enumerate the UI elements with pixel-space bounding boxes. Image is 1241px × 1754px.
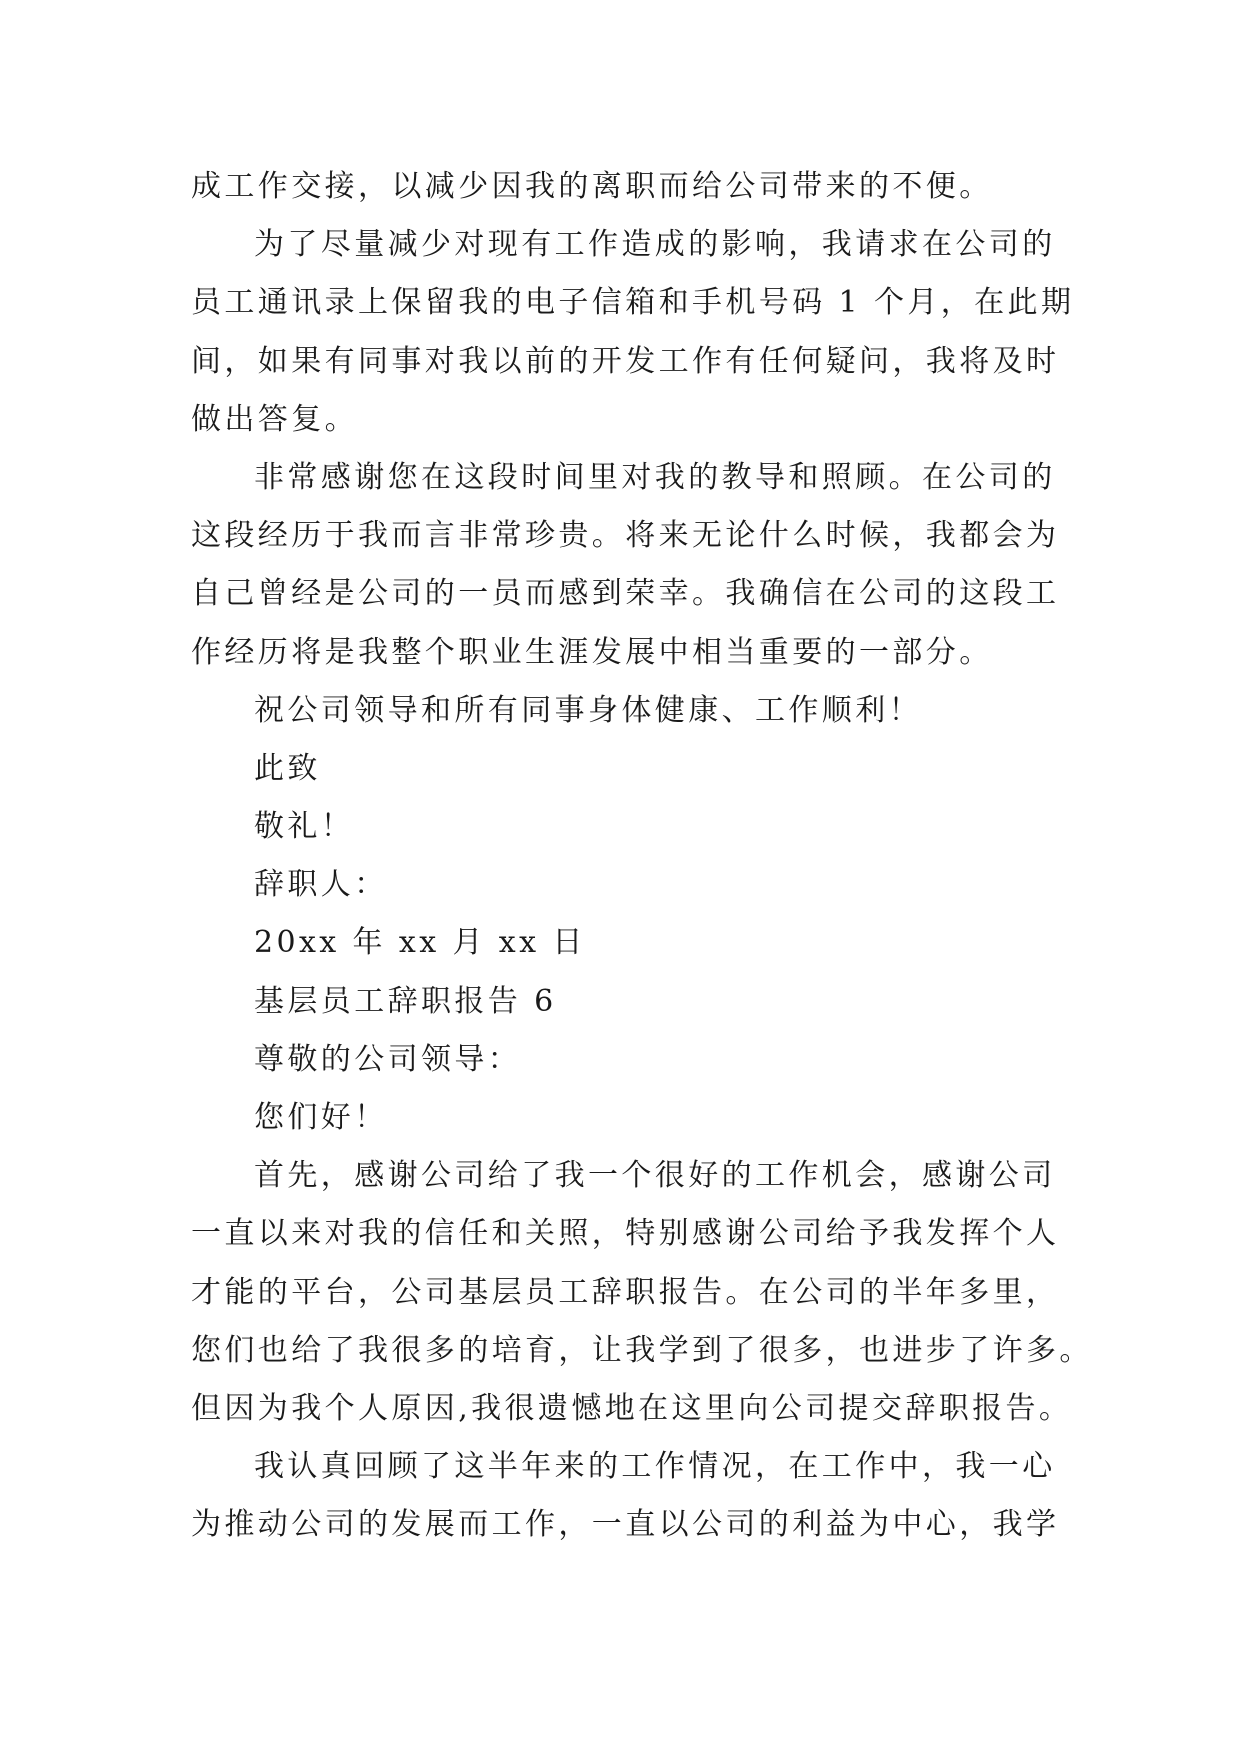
text-line: 才能的平台，公司基层员工辞职报告。在公司的半年多里， [191, 1274, 1060, 1310]
text-line: 我认真回顾了这半年来的工作情况，在工作中，我一心 [254, 1449, 1056, 1485]
text-line: 此致 [254, 750, 321, 786]
text-line: 20xx 年 xx 月 xx 日 [254, 925, 586, 961]
text-line: 员工通讯录上保留我的电子信箱和手机号码 1 个月，在此期 [191, 285, 1075, 321]
text-line: 首先，感谢公司给了我一个很好的工作机会，感谢公司 [254, 1158, 1056, 1194]
text-line: 做出答复。 [191, 401, 358, 437]
text-line: 尊敬的公司领导： [254, 1041, 522, 1077]
document-body [191, 158, 1093, 1555]
text-line: 自己曾经是公司的一员而感到荣幸。我确信在公司的这段工 [191, 576, 1060, 612]
text-line: 一直以来对我的信任和关照，特别感谢公司给予我发挥个人 [191, 1216, 1060, 1252]
text-line: 敬礼！ [254, 809, 355, 845]
text-line: 祝公司领导和所有同事身体健康、工作顺利！ [254, 692, 922, 728]
text-line: 为推动公司的发展而工作，一直以公司的利益为中心，我学 [191, 1507, 1060, 1543]
text-line: 间，如果有同事对我以前的开发工作有任何疑问，我将及时 [191, 343, 1060, 379]
text-line: 您们也给了我很多的培育，让我学到了很多，也进步了许多。 [191, 1332, 1093, 1368]
text-line: 为了尽量减少对现有工作造成的影响，我请求在公司的 [254, 227, 1056, 263]
text-line: 您们好！ [254, 1100, 388, 1135]
text-line: 作经历将是我整个职业生涯发展中相当重要的一部分。 [191, 634, 993, 670]
text-line: 基层员工辞职报告 6 [254, 983, 557, 1019]
text-line: 成工作交接，以减少因我的离职而给公司带来的不便。 [191, 169, 993, 204]
text-line: 这段经历于我而言非常珍贵。将来无论什么时候，我都会为 [191, 518, 1060, 554]
text-line: 但因为我个人原因,我很遗憾地在这里向公司提交辞职报告。 [191, 1390, 1073, 1426]
text-line: 辞职人： [254, 867, 388, 903]
text-line: 非常感谢您在这段时间里对我的教导和照顾。在公司的 [254, 459, 1056, 495]
